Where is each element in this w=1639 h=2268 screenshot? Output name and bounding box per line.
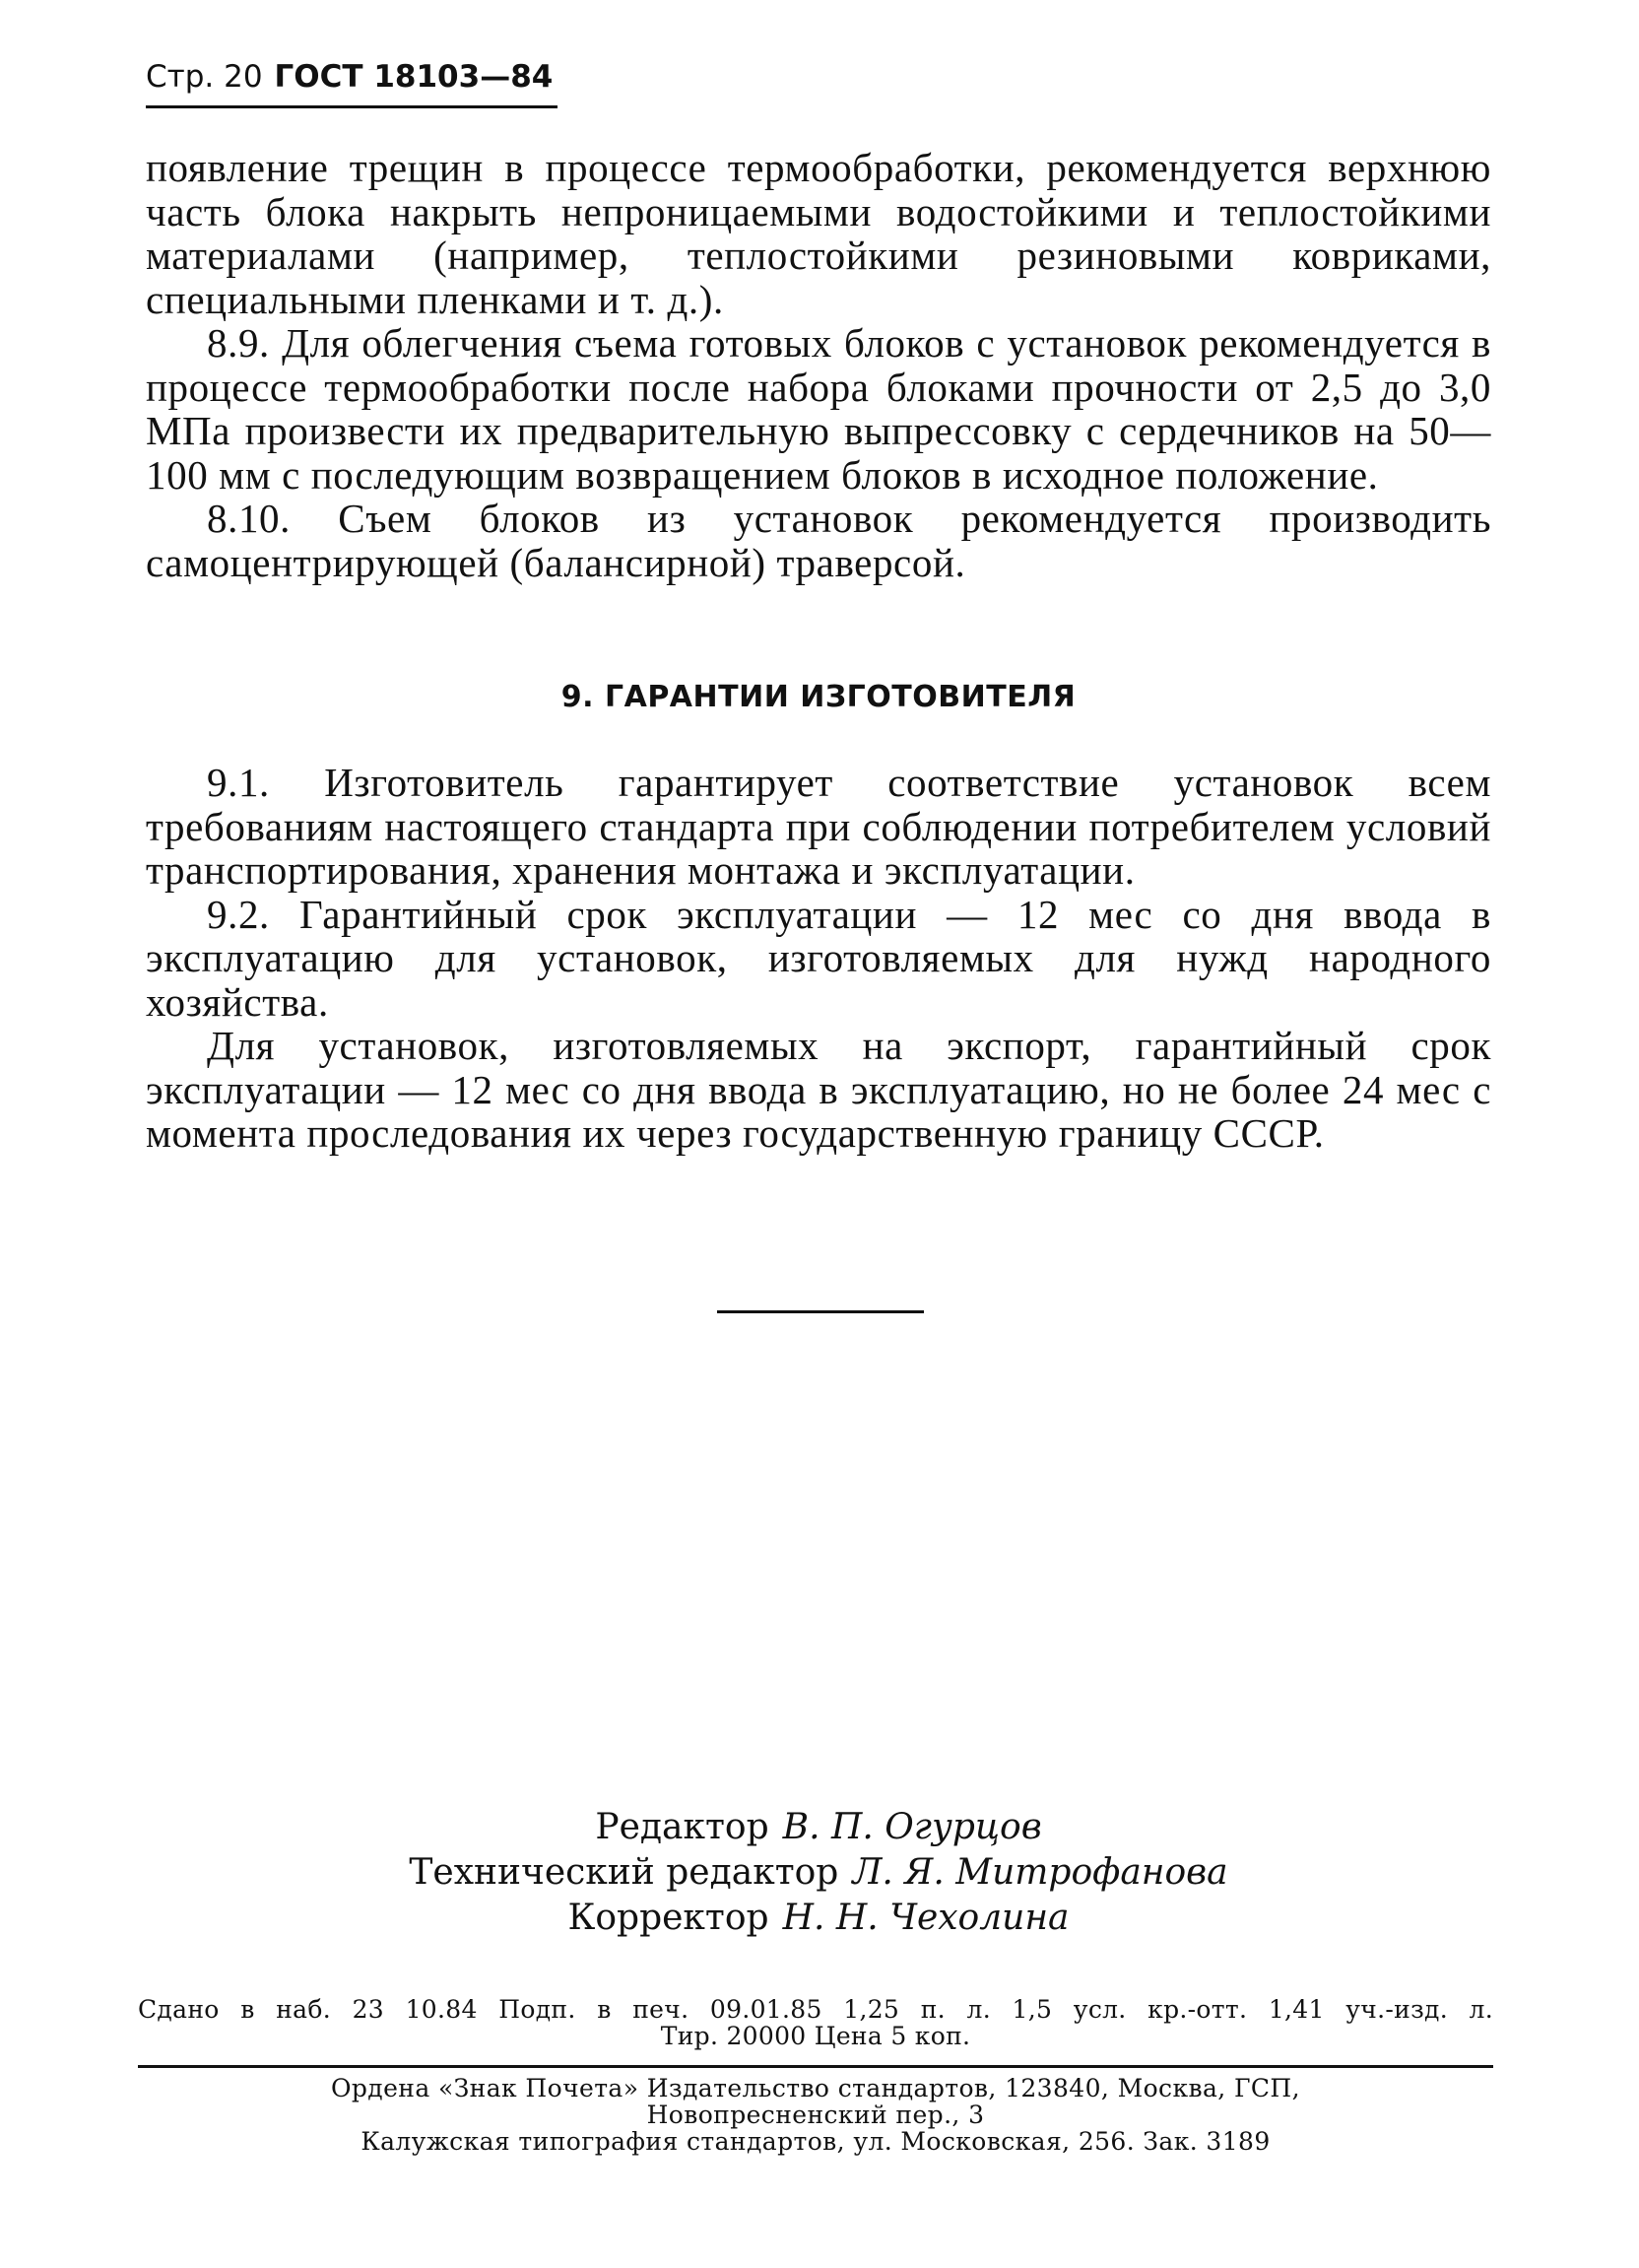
page-number: Стр. 20 [146, 59, 263, 95]
editorial-credits [146, 1805, 1491, 1941]
section-9-body [146, 761, 1491, 1156]
section-8-continuation [146, 146, 1491, 584]
paragraph-8-9: 8.9. Для облегчения съема готовых блоков с установок рекомендуется в процессе термообработки после набора блоками прочности от 2,5 до 3,0 МПа произвести их предварительную выпрессовку с сердечников на 50—100 мм с последующим возвращением блоков в исходное положение. [146, 320, 1491, 498]
printing-house-line: Калужская типография стандартов, ул. Московская, 256. Зак. 3189 [361, 2127, 1271, 2156]
header-divider [146, 105, 557, 108]
paragraph-export: Для установок, изготовляемых на экспорт, гарантийный срок эксплуатации — 12 мес со дня ввода в эксплуатацию, но не более 24 мес с момента проследования их через государственную границу СССР. [146, 1023, 1491, 1156]
standard-number: ГОСТ 18103—84 [274, 59, 554, 95]
imprint-dates-line: Сдано в наб. 23 10.84 Подп. в печ. 09.01.85 1,25 п. л. 1,5 усл. кр.-отт. 1,41 уч.-изд. л. [138, 1995, 1493, 2024]
publisher-line: Ордена «Знак Почета» Издательство стандартов, 123840, Москва, ГСП, [331, 2074, 1300, 2102]
section-heading: 9. ГАРАНТИИ ИЗГОТОВИТЕЛЯ [560, 680, 1077, 714]
credit-role: Редактор [595, 1807, 769, 1847]
page-header [146, 57, 553, 97]
credit-person: В. П. Огурцов [782, 1807, 1042, 1847]
imprint-run-price: Тир. 20000 Цена 5 коп. [660, 2022, 971, 2050]
credit-technical-editor [146, 1850, 1491, 1896]
end-of-text-divider [717, 1310, 924, 1313]
credit-role: Технический редактор [409, 1852, 839, 1893]
print-imprint [138, 1996, 1493, 2049]
credit-editor [146, 1805, 1491, 1850]
publisher-address: Новопресненский пер., 3 [646, 2101, 985, 2129]
paragraph-8-8-continuation: появление трещин в процессе термообработки, рекомендуется верхнюю часть блока накрыть непроницаемыми водостойкими и теплостойкими материалами (например, теплостойкими резиновыми ковриками, специальными пленками и т. д.). [146, 145, 1491, 322]
imprint-divider [138, 2065, 1493, 2068]
paragraph-8-10: 8.10. Съем блоков из установок рекомендуется производить самоцентрирующей (балансирной) траверсой. [146, 496, 1491, 585]
credit-proofreader [146, 1896, 1491, 1941]
paragraph-9-1: 9.1. Изготовитель гарантирует соответствие установок всем требованиям настоящего стандарта при соблюдении потребителем условий транспортирования, хранения монтажа и эксплуатации. [146, 760, 1491, 893]
credit-person: Л. Я. Митрофанова [852, 1852, 1228, 1893]
publisher-info [138, 2075, 1493, 2155]
paragraph-9-2: 9.2. Гарантийный срок эксплуатации — 12 мес со дня ввода в эксплуатацию для установок, изготовляемых для нужд народного хозяйства. [146, 891, 1491, 1025]
credit-person: Н. Н. Чехолина [782, 1898, 1070, 1938]
credit-role: Корректор [567, 1898, 769, 1938]
